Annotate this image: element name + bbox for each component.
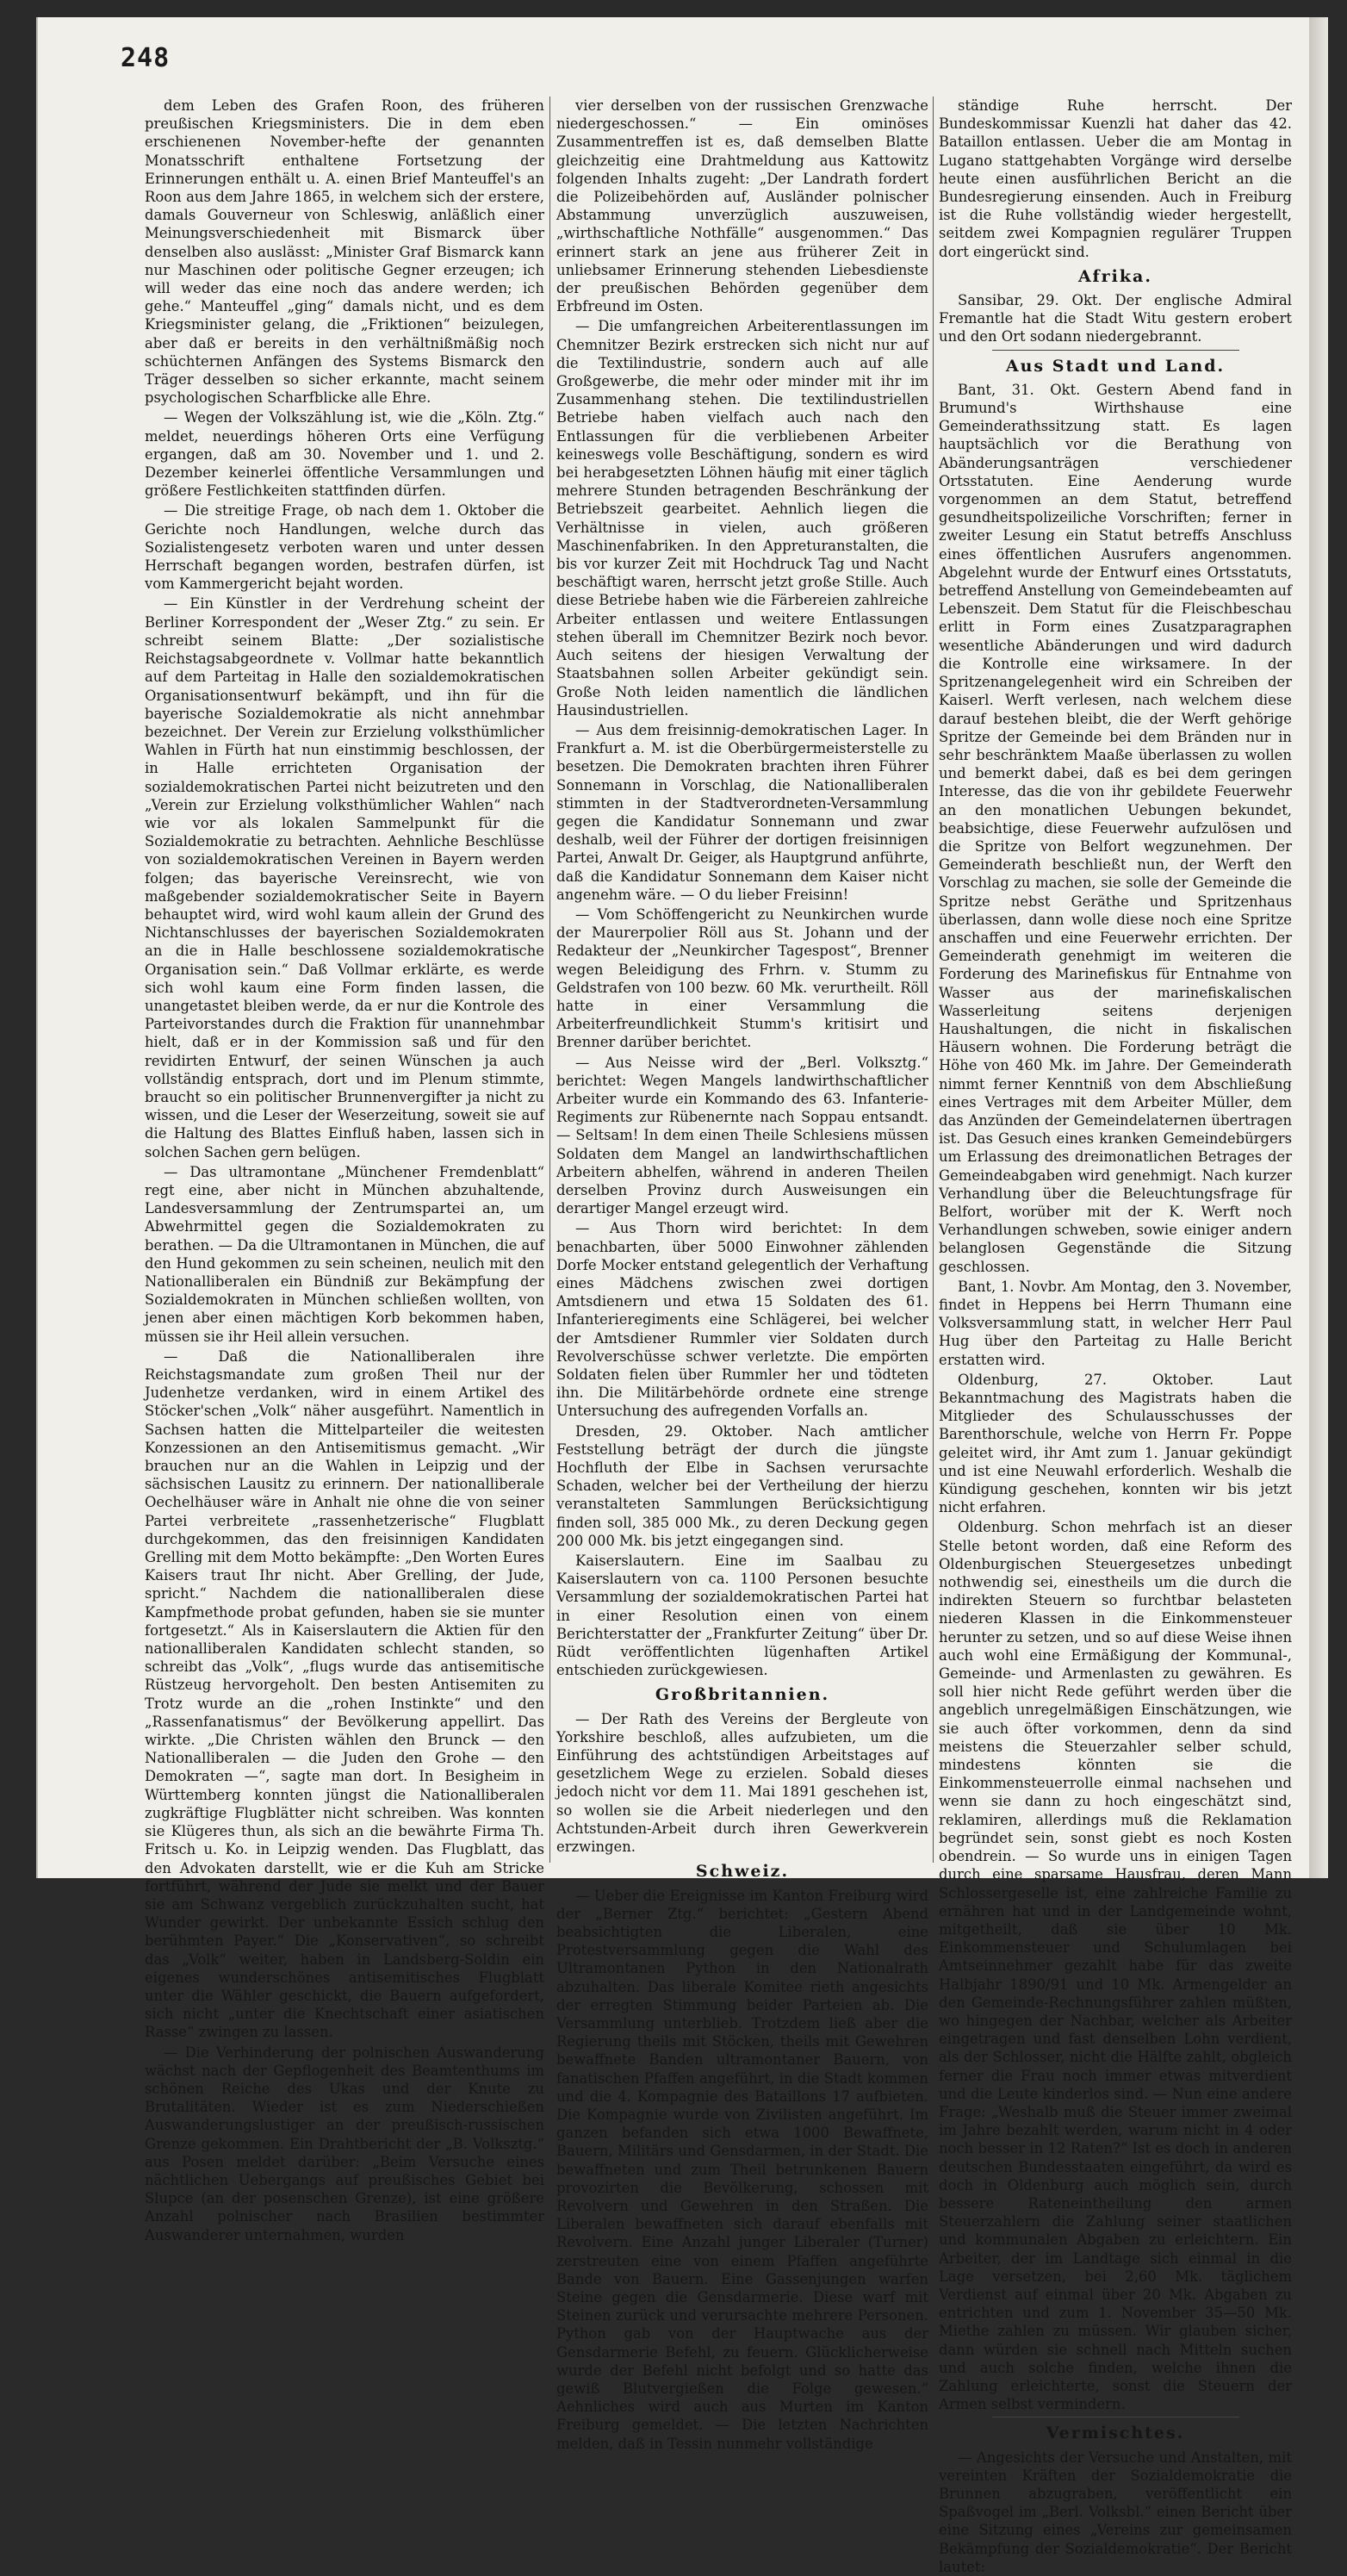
- article-paragraph: Dresden, 29. Oktober. Nach amtlicher Feststellung beträgt der durch die jüngste Hochfluth der Elbe in Sachsen verursachte Schaden, welcher bei der Vertheilung der hierzu veranstalteten Sammlungen Berücksichtigung finden soll, 385 000 Mk., zu deren Deckung gegen 200 000 Mk. bis jetzt eingegangen sind.: [556, 1422, 928, 1549]
- newspaper-page: [36, 17, 1328, 2575]
- article-paragraph: — Angesichts der Versuche und Anstalten, mit vereinten Kräften der Sozialdemokratie die Brunnen abzugraben, veröffentlicht ein Spaßvogel im „Berl. Volksbl.“ einen Bericht über eine Sitzung eines „Vereins zur gemeinsamen Bekämpfung der Sozialdemokratie“. Der Bericht lautet:: [939, 2448, 1292, 2575]
- section-heading: Aus Stadt und Land.: [1005, 356, 1226, 376]
- article-paragraph: — Die umfangreichen Arbeiterentlassungen im Chemnitzer Bezirk erstrecken sich nicht nur auf die Textilindustrie, sondern auch auf alle Großgewerbe, die mehr oder minder mit ihr im Zusammenhang stehen. Die textilindustriellen Betriebe haben vielfach auch nach den Entlassungen für die verbliebenen Arbeiter keineswegs volle Beschäftigung, sondern es wird bei herabgesetzten Löhnen häufig mit einer täglich mehrere Stunden betragenden Beschränkung der Betriebszeit gearbeitet. Aehnlich liegen die Verhältnisse in vielen, auch größeren Maschinenfabriken. In den Appreturanstalten, die bis vor kurzer Zeit mit Hochdruck Tag und Nacht beschäftigt waren, herrscht jetzt große Stille. Auch diese Betriebe haben wie die Färbereien zahlreiche Arbeiter entlassen und weitere Entlassungen stehen überall im Chemnitzer Bezirk noch bevor. Auch seitens der hiesigen Verwaltung der Staatsbahnen sollen Arbeiter gekündigt sein. Große Noth leiden namentlich die ländlichen Hausindustriellen.: [556, 318, 928, 719]
- article-paragraph: — Wegen der Volkszählung ist, wie die „Köln. Ztg.“ meldet, neuerdings höheren Orts eine Verfügung ergangen, daß am 30. November und 1. und 2. Dezember keinerlei öffentliche Versammlungen und größere Festlichkeiten stattfinden dürfen.: [145, 409, 544, 500]
- article-paragraph: — Aus Neisse wird der „Berl. Volksztg.“ berichtet: Wegen Mangels landwirthschaftlicher Arbeiter wurde ein Kommando des 63. Infanterie-Regiments zur Rübenernte nach Soppau entsandt. — Seltsam! In dem einen Theile Schlesiens müssen Soldaten dem Mangel an landwirthschaftlichen Arbeitern abhelfen, während in anderen Theilen derselben Provinz durch Ausweisungen ein derartiger Mangel erzeugt wird.: [556, 1054, 928, 1217]
- column-divider: [549, 96, 550, 1863]
- column-3: [939, 96, 1292, 2575]
- article-paragraph: Oldenburg. Schon mehrfach ist an dieser Stelle betont worden, daß eine Reform des Oldenburgischen Steuergesetzes unbedingt nothwendig sei, einestheils um die durch die indirekten Steuern so furchtbar belasteten niederen Klassen in die Einkommensteuer herunter zu setzen, und so auf diese Weise ihnen auch wohl eine Ermäßigung der Kommunal-, Gemeinde- und Armenlasten zu gewähren. Es soll hier nicht Rede geführt werden über die angeblich unregelmäßigen Einschätzungen, wie sie auch öfter vorkommen, denn da sind meistens die Steuerzahler selber schuld, mindestens könnten sie die Einkommensteuerrolle einmal nachsehen und wenn sie dann zu hoch eingeschätzt sind, reklamiren, allerdings muß die Reklamation begründet sein, sonst giebt es noch Kosten obendrein. — So wurde uns in einigen Tagen durch eine sparsame Hausfrau, deren Mann Schlossergeselle ist, eine zahlreiche Familie zu ernähren hat und in der Landgemeinde wohnt, mitgetheilt, daß sie über 10 Mk. Einkommensteuer und Schulumlagen bei Amtseinnehmer gezahlt habe für das zweite Halbjahr 1890/91 und 10 Mk. Armengelder an den Gemeinde-Rechnungsführer zahlen müßten, wo hingegen der Nachbar, welcher als Arbeiter eingetragen und fast denselben Lohn verdient, als der Schlosser, nicht die Hälfte zahlt, obgleich ferner die Frau noch immer etwas mitverdient und die Leute kinderlos sind. — Nun eine andere Frage: „Weshalb muß die Steuer immer zweimal im Jahre bezahlt werden, warum nicht in 4 oder noch besser in 12 Raten?“ Ist es doch in anderen deutschen Bundesstaaten eingeführt, da wird es doch in Oldenburg auch möglich sein, durch bessere Rateneintheilung den armen Steuerzahlern die Zahlung seiner staatlichen und kommunalen Abgaben zu erleichtern. Ein Arbeiter, der im Landtage sich einmal in die Lage versetzen, bei 2,60 Mk. täglichem Verdienst auf einmal über 20 Mk. Abgaben zu entrichten und zum 1. November 35—50 Mk. Miethe zahlen zu müssen. Wir glauben sicher, dann würden sie schnell nach Mitteln suchen und auch solche finden, welche ihnen die Zahlung erleichterte, sonst die Steuern der Armen selbst vermindern.: [939, 1519, 1292, 2413]
- article-paragraph: Sansibar, 29. Okt. Der englische Admiral Fremantle hat die Stadt Witu gestern erobert und den Ort sodann niedergebrannt.: [939, 292, 1292, 345]
- section-heading: Vermischtes.: [1046, 2424, 1185, 2443]
- article-paragraph: — Ein Künstler in der Verdrehung scheint der Berliner Korrespondent der „Weser Ztg.“ zu sein. Er schreibt seinem Blatte: „Der sozialistische Reichstagsabgeordnete v. Vollmar hatte bekanntlich auf dem Parteitag in Halle den sozialdemokratischen Organisationsentwurf bekämpft, und ihn für die bayerische Sozialdemokratie als nicht annehmbar bezeichnet. Der Verein zur Erzielung volksthümlicher Wahlen in Fürth hat nun einstimmig beschlossen, der in Halle errichteten Organisation der sozialdemokratischen Partei nicht beizutreten und den „Verein zur Erzielung volksthümlicher Wahlen“ nach wie vor als lokalen Sammelpunkt für die Sozialdemokratie zu betrachten. Aehnliche Beschlüsse von sozialdemokratischen Vereinen in Bayern werden folgen; das bayerische Vereinsrecht, wie von maßgebender sozialdemokratischer Seite in Bayern behauptet wird, wird wohl kaum allein der Grund des Nichtanschlusses der bayerischen Sozialdemokraten an die in Halle beschlossene sozialdemokratische Organisation sein.“ Daß Vollmar erklärte, es werde sich wohl kaum eine Form finden lassen, die unangetastet bleiben werde, da er nur die Kontrole des Parteivorstandes durch die Fraktion für unannehmbar hielt, daß er in der Kommission saß und für den revidirten Entwurf, der seinen Wünschen ja auch vollständig entsprach, dort und im Plenum stimmte, braucht so ein politischer Brunnenvergifter ja nicht zu wissen, und die Leser der Weserzeitung, soweit sie auf die Haltung des Blattes Einfluß haben, lassen sich in solchen Sachen gern belügen.: [145, 595, 544, 1160]
- article-paragraph: — Die Verhinderung der polnischen Auswanderung wächst nach der Gepflogenheit des Beamtenthums im schönen Reiche des Ukas und der Knute zu Brutalitäten. Wieder ist es zum Niederschießen Auswanderungslustiger an der preußisch-russischen Grenze gekommen. Ein Drahtbericht der „B. Volksztg.“ aus Posen meldet darüber: „Beim Versuche eines nächtlichen Uebergangs auf preußisches Gebiet bei Slupce (an der posenschen Grenze), ist eine größere Anzahl polnischer nach Brasilien bestimmter Auswanderer unternahmen, wurden: [145, 2044, 544, 2243]
- article-paragraph: Oldenburg, 27. Oktober. Laut Bekanntmachung des Magistrats haben die Mitglieder des Schulausschusses der Barenthorschule, welche von Herrn Fr. Poppe geleitet wird, ihr Amt zum 1. Januar gekündigt und ist eine Neuwahl erforderlich. Weshalb die Kündigung geschehen, konnten wir bis jetzt nicht erfahren.: [939, 1371, 1292, 1516]
- column-1: [145, 96, 544, 2243]
- section-rule: [992, 350, 1239, 351]
- article-paragraph: — Aus Thorn wird berichtet: In dem benachbarten, über 5000 Einwohner zählenden Dorfe Mocker entstand gelegentlich der Verhaftung eines Mädchens zwischen zwei dortigen Amtsdienern und etwa 15 Soldaten des 61. Infanterieregiments eine Schlägerei, bei welcher der Amtsdiener Rummler vier Soldaten durch Revolverschüsse schwer verletzte. Die empörten Soldaten fielen über Rummler her und tödteten ihn. Die Militärbehörde ordnete eine strenge Untersuchung des aufregenden Vorfalls an.: [556, 1220, 928, 1420]
- article-paragraph: — Aus dem freisinnig-demokratischen Lager. In Frankfurt a. M. ist die Oberbürgermeisterstelle zu besetzen. Die Demokraten brachten ihren Führer Sonnemann in Vorschlag, die Nationalliberalen stimmten in der Stadtverordneten-Versammlung gegen die Kandidatur Sonnemann und zwar deshalb, weil der Führer der dortigen freisinnigen Partei, Anwalt Dr. Geiger, als Hauptgrund anführte, daß die Kandidatur Sonnemann dem Kaiser nicht angenehm wäre. — O du lieber Freisinn!: [556, 721, 928, 903]
- page-number: 248: [121, 43, 171, 73]
- section-heading: Afrika.: [1078, 266, 1152, 286]
- article-paragraph: — Vom Schöffengericht zu Neunkirchen wurde der Maurerpolier Röll aus St. Johann und der Redakteur der „Neunkircher Tagespost“, Brenner wegen Beleidigung des Frhrn. v. Stumm zu Geldstrafen von 100 bezw. 60 Mk. verurtheilt. Röll hatte in einer Versammlung die Arbeiterfreundlichkeit Stumm's kritisirt und Brenner darüber berichtet.: [556, 905, 928, 1051]
- page-edge: [1309, 17, 1328, 1878]
- article-paragraph: — Der Rath des Vereins der Bergleute von Yorkshire beschloß, alles aufzubieten, um die Einführung des achtstündigen Arbeitstages auf gesetzlichem Wege zu erzielen. Sobald dieses jedoch nicht vor dem 11. Mai 1891 geschehen ist, so wollen sie die Arbeit niederlegen und den Achtstunden-Arbeit durch ihren Gewerkverein erzwingen.: [556, 1710, 928, 1856]
- article-paragraph: — Das ultramontane „Münchener Fremdenblatt“ regt eine, aber nicht in München abzuhaltende, Landesversammlung der Zentrumspartei an, um Abwehrmittel gegen die Sozialdemokraten zu berathen. — Da die Ultramontanen in München, die auf den Hund gekommen zu sein scheinen, neulich mit den Nationalliberalen ein Bündniß zur Bekämpfung der Sozialdemokraten in München schließen wollten, von jenen aber einen mächtigen Korb bekommen haben, müssen sie ihr Heil allein versuchen.: [145, 1163, 544, 1345]
- article-paragraph: — Ueber die Ereignisse im Kanton Freiburg wird der „Berner Ztg.“ berichtet: „Gestern Abend beabsichtigten die Liberalen, eine Protestversammlung gegen die Wahl des Ultramontanen Python in den Nationalrath abzuhalten. Das liberale Komitee rieth angesichts der erregten Stimmung beider Parteien ab. Die Versammlung unterblieb. Trotzdem ließ aber die Regierung theils mit Stöcken, theils mit Gewehren bewaffnete Banden ultramontaner Bauern, von fanatischen Pfaffen angeführt, in die Stadt kommen und die 4. Kompagnie des Bataillons 17 aufbieten. Die Kompagnie wurde von Zivilisten angeführt. Im ganzen befanden sich etwa 1000 Bewaffnete, Bauern, Militärs und Gensdarmen, in der Stadt. Die bewaffneten und zum Theil betrunkenen Bauern provozirten die Bevölkerung, schossen mit Revolvern und Gewehren in den Straßen. Die Liberalen bewaffneten sich darauf ebenfalls mit Revolvern. Eine Anzahl junger Liberaler (Turner) zerstreuten eine von einem Pfaffen angeführte Bande von Bauern. Eine Gassenjungen warfen Steine gegen die Gensdarmerie. Diese warf mit Steinen zurück und verursachte mehrere Personen. Python gab von der Hauptwache aus der Gensdarmerie Befehl, zu feuern. Glücklicherweise wurde der Befehl nicht befolgt und so hatte das gewiß Blutvergießen die Folge gewesen.“ Aehnliches wird auch aus Murten im Kanton Freiburg gemeldet. — Die letzten Nachrichten melden, daß in Tessin nunmehr vollständige: [556, 1887, 928, 2452]
- article-paragraph: Kaiserslautern. Eine im Saalbau zu Kaiserslautern von ca. 1100 Personen besuchte Versammlung der sozialdemokratischen Partei hat in einer Resolution einen von einem Berichterstatter der „Frankfurter Zeitung“ über Dr. Rüdt veröffentlichten lügenhaften Artikel entschieden zurückgewiesen.: [556, 1552, 928, 1679]
- article-paragraph: Bant, 31. Okt. Gestern Abend fand in Brumund's Wirthshause eine Gemeinderathssitzung statt. Es lagen hauptsächlich vor die Berathung von Abänderungsanträgen verschiedener Ortsstatuten. Eine Aenderung wurde vorgenommen an dem Statut, betreffend gesundheitspolizeiliche Vorschriften; ferner in zweiter Lesung ein Statut betreffs Anschluss eines öffentlichen Ausrufers angenommen. Abgelehnt wurde der Entwurf eines Ortsstatuts, betreffend Anstellung von Gemeindebeamten auf Lebenszeit. Dem Statut für die Fleischbeschau erlitt in Form eines Zusatzparagraphen wesentliche Abänderungen und wird dadurch die Kontrolle eine wirksamere. In der Spritzenangelegenheit wird ein Schreiben der Kaiserl. Werft verlesen, nach welchem diese darauf bestehen bleibt, die der Werft gehörige Spritze der Gemeinde bei dem Bränden nur in sehr beschränktem Maaße überlassen zu wollen und bemerkt dabei, daß es bei dem geringen Interesse, das die von ihr gebildete Feuerwehr an den monatlichen Uebungen bekundet, beabsichtige, diese Feuerwehr aufzulösen und die Spritze von Belfort wegzunehmen. Der Gemeinderath beschließt nun, der Werft den Vorschlag zu machen, sie solle der Gemeinde die Spritze nebst Geräthe und Spritzenhaus überlassen, dann wolle diese noch eine Spritze anschaffen und eine Feuerwehr errichten. Der Gemeinderath genehmigt im weiteren die Forderung des Marinefiskus für Entnahme von Wasser aus der marinefiskalischen Wasserleitung seitens derjenigen Haushaltungen, die nicht in fiskalischen Häusern wohnen. Die Forderung beträgt die Höhe von 460 Mk. im Jahre. Der Gemeinderath nimmt ferner Kenntniß von dem Abschließung eines Vertrages mit dem Arbeiter Müller, dem das Anzünden der Gemeindelaternen übertragen ist. Das Gesuch eines kranken Gemeindebürgers um Erlassung des dreimonatlichen Betrages der Gemeindeabgaben wird genehmigt. Nach kurzer Verhandlung über die Beleuchtungsfrage für Belfort, worüber mit der K. Werft noch Verhandlungen schweben, sowie einiger andern belanglosen Gegenstände die Sitzung geschlossen.: [939, 381, 1292, 1275]
- article-paragraph: Bant, 1. Novbr. Am Montag, den 3. November, findet in Heppens bei Herrn Thumann eine Volksversammlung statt, in welcher Herr Paul Hug über den Parteitag zu Halle Bericht erstatten wird.: [939, 1278, 1292, 1368]
- section-heading: Großbritannien.: [655, 1685, 830, 1705]
- article-paragraph: vier derselben von der russischen Grenzwache niedergeschossen.“ — Ein ominöses Zusammentreffen ist es, daß demselben Blatte gleichzeitig eine Drahtmeldung aus Kattowitz folgenden Inhalts zugeht: „Der Landrath fordert die Polizeibehörden auf, Ausländer polnischer Abstammung unverzüglich auszuweisen, „wirthschaftliche Nothfälle“ ausgenommen.“ Das erinnert stark an jene aus früherer Zeit in unliebsamer Erinnerung stehenden Liebesdienste der preußischen Behörden gegenüber dem Erbfreund im Osten.: [556, 97, 928, 315]
- article-paragraph: ständige Ruhe herrscht. Der Bundeskommissar Kuenzli hat daher das 42. Bataillon entlassen. Ueber die am Montag in Lugano stattgehabten Vorgänge wird derselbe heute einen ausführlichen Bericht an die Bundesregierung einsenden. Auch in Freiburg ist die Ruhe vollständig wieder hergestellt, seitdem zwei Kompagnien regulärer Truppen dort eingerückt sind.: [939, 97, 1292, 260]
- column-2: [556, 96, 928, 2452]
- article-paragraph: dem Leben des Grafen Roon, des früheren preußischen Kriegsministers. Die in dem eben erschienenen November-hefte der genannten Monatsschrift enthaltene Fortsetzung der Erinnerungen enthält u. A. einen Brief Manteuffel's an Roon aus dem Jahre 1865, in welchem sich der erstere, damals Gouverneur von Schleswig, anläßlich einer Meinungsverschiedenheit mit Bismarck über denselben also auslässt: „Minister Graf Bismarck kann nur Maschinen oder politische Gegner erzeugen; ich will weder das eine noch das andere werden; ich gehe.“ Manteuffel „ging“ damals nicht, und es dem Kriegsminister gelang, die „Friktionen“ beizulegen, aber daß er bereits in den verhältnißmäßig noch schüchternen Anfängen des Systems Bismarck den Träger desselben so sicher erkannte, macht seinem psychologischen Scharfblicke alle Ehre.: [145, 97, 544, 407]
- section-heading: Schweiz.: [695, 1862, 790, 1882]
- article-paragraph: — Die streitige Frage, ob nach dem 1. Oktober die Gerichte noch Handlungen, welche durch das Sozialistengesetz verboten waren und unter dessen Herrschaft begangen worden, bestrafen dürfen, ist vom Kammergericht bejaht worden.: [145, 502, 544, 593]
- column-divider: [933, 96, 934, 1863]
- article-paragraph: — Daß die Nationalliberalen ihre Reichstagsmandate zum großen Theil nur der Judenhetze verdanken, wird in einem Artikel des Stöcker'schen „Volk“ näher ausgeführt. Namentlich in Sachsen hatten die Mittelparteiler die weitesten Konzessionen an den Antisemitismus gemacht. „Wir brauchen nur an die Wahlen in Leipzig und der sächsischen Lausitz zu erinnern. Der nationalliberale Oechelhäuser wäre in Anhalt nie ohne die von seiner Partei verbreitete „rassenhetzerische“ Flugblatt durchgekommen, das den freisinnigen Kandidaten Grelling mit dem Motto bekämpfte: „Den Worten Eures Kaisers traut Ihr nicht. Aber Grelling, der Jude, spricht.“ Nachdem die nationalliberalen diese Kampfmethode probat gefunden, haben sie sie munter fortgesetzt.“ Als in Kaiserslautern die Aktien für den nationalliberalen Kandidaten schlecht standen, so schreibt das „Volk“, „flugs wurde das antisemitische Rüstzeug hervorgeholt. Den besten Antisemiten zu Trotz wurde an die „rohen Instinkte“ und den „Rassenfanatismus“ der Bevölkerung appellirt. Das wirkte. „Die Christen wählen den Brunck — den Nationalliberalen — die Juden den Grohe — den Demokraten —“, sagte man dort. In Besigheim in Württemberg konnten jüngst die Nationalliberalen zugkräftige Flugblätter nicht schreiben. Was konnten sie Klügeres thun, als sich an die bewährte Firma Th. Fritsch u. Ko. in Leipzig wenden. Das Flugblatt, das den Advokaten darstellt, wie er die Kuh am Stricke fortführt, während der Jude sie melkt und der Bauer sie am Schwanz vergeblich zurückzuhalten sucht, hat Wunder gewirkt. Der unbekannte Essich schlug den berühmten Payer.“ Die „Konservativen“, so schreibt das „Volk“ weiter, haben in Landsberg-Soldin ein eigenes wunderschönes antisemitisches Flugblatt unter die Wähler geschickt, die Bauern aufgefordert, sich nicht „unter die Knechtschaft einer asiatischen Rasse“ zwingen zu lassen.: [145, 1347, 544, 2041]
